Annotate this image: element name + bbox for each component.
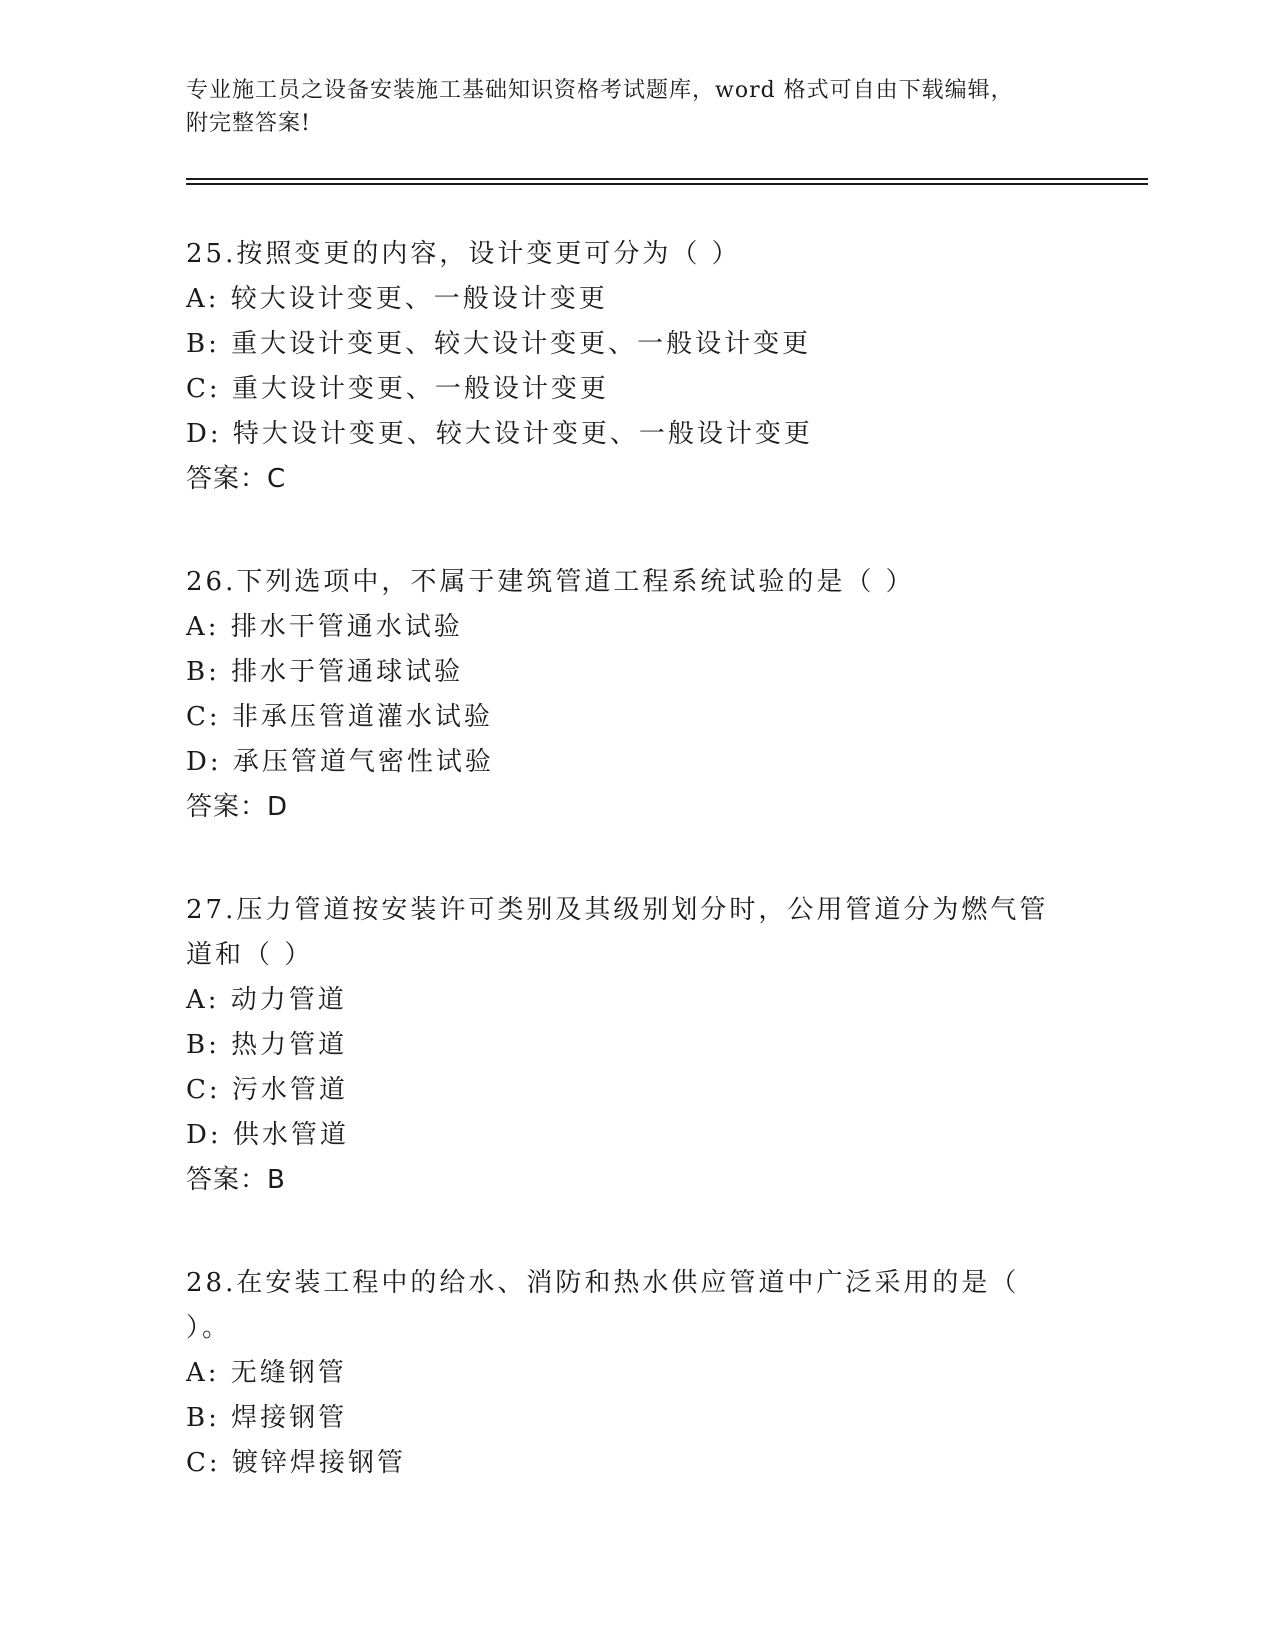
option-b: B: 焊接钢管 xyxy=(186,1403,348,1433)
header-divider-bottom xyxy=(186,183,1148,185)
option-c: C: 污水管道 xyxy=(186,1075,348,1105)
answer-line: 答案：D xyxy=(186,792,289,822)
question-stem: 27.压力管道按安装许可类别及其级别划分时，公用管道分为燃气管道和（ ） xyxy=(186,895,1049,970)
option-c: C: 重大设计变更、一般设计变更 xyxy=(186,374,609,404)
header-line-2: 附完整答案! xyxy=(186,111,311,136)
question-25 xyxy=(186,232,1086,502)
option-b: B: 热力管道 xyxy=(186,1030,348,1060)
question-list xyxy=(186,232,1086,1544)
question-26 xyxy=(186,560,1086,830)
question-stem: 26.下列选项中，不属于建筑管道工程系统试验的是（ ） xyxy=(186,567,915,597)
option-a: A: 排水干管通水试验 xyxy=(186,612,463,642)
document-header xyxy=(186,74,1066,140)
option-a: A: 较大设计变更、一般设计变更 xyxy=(186,284,608,314)
option-c: C: 镀锌焊接钢管 xyxy=(186,1448,406,1478)
option-d: D: 承压管道气密性试验 xyxy=(186,747,494,777)
option-d: D: 供水管道 xyxy=(186,1120,349,1150)
question-stem: 28.在安装工程中的给水、消防和热水供应管道中广泛采用的是（ ）。 xyxy=(186,1268,1020,1343)
option-a: A: 无缝钢管 xyxy=(186,1358,347,1388)
option-a: A: 动力管道 xyxy=(186,985,347,1015)
option-b: B: 排水于管通球试验 xyxy=(186,657,464,687)
header-line-1: 专业施工员之设备安装施工基础知识资格考试题库，word 格式可自由下载编辑， xyxy=(186,78,1014,103)
header-divider-top xyxy=(186,178,1148,180)
answer-line: 答案：B xyxy=(186,1165,286,1195)
option-d: D: 特大设计变更、较大设计变更、一般设计变更 xyxy=(186,419,813,449)
question-stem: 25.按照变更的内容，设计变更可分为（ ） xyxy=(186,239,741,269)
question-28 xyxy=(186,1261,1086,1486)
option-b: B: 重大设计变更、较大设计变更、一般设计变更 xyxy=(186,329,812,359)
answer-line: 答案：C xyxy=(186,464,287,494)
option-c: C: 非承压管道灌水试验 xyxy=(186,702,493,732)
question-27 xyxy=(186,888,1086,1203)
